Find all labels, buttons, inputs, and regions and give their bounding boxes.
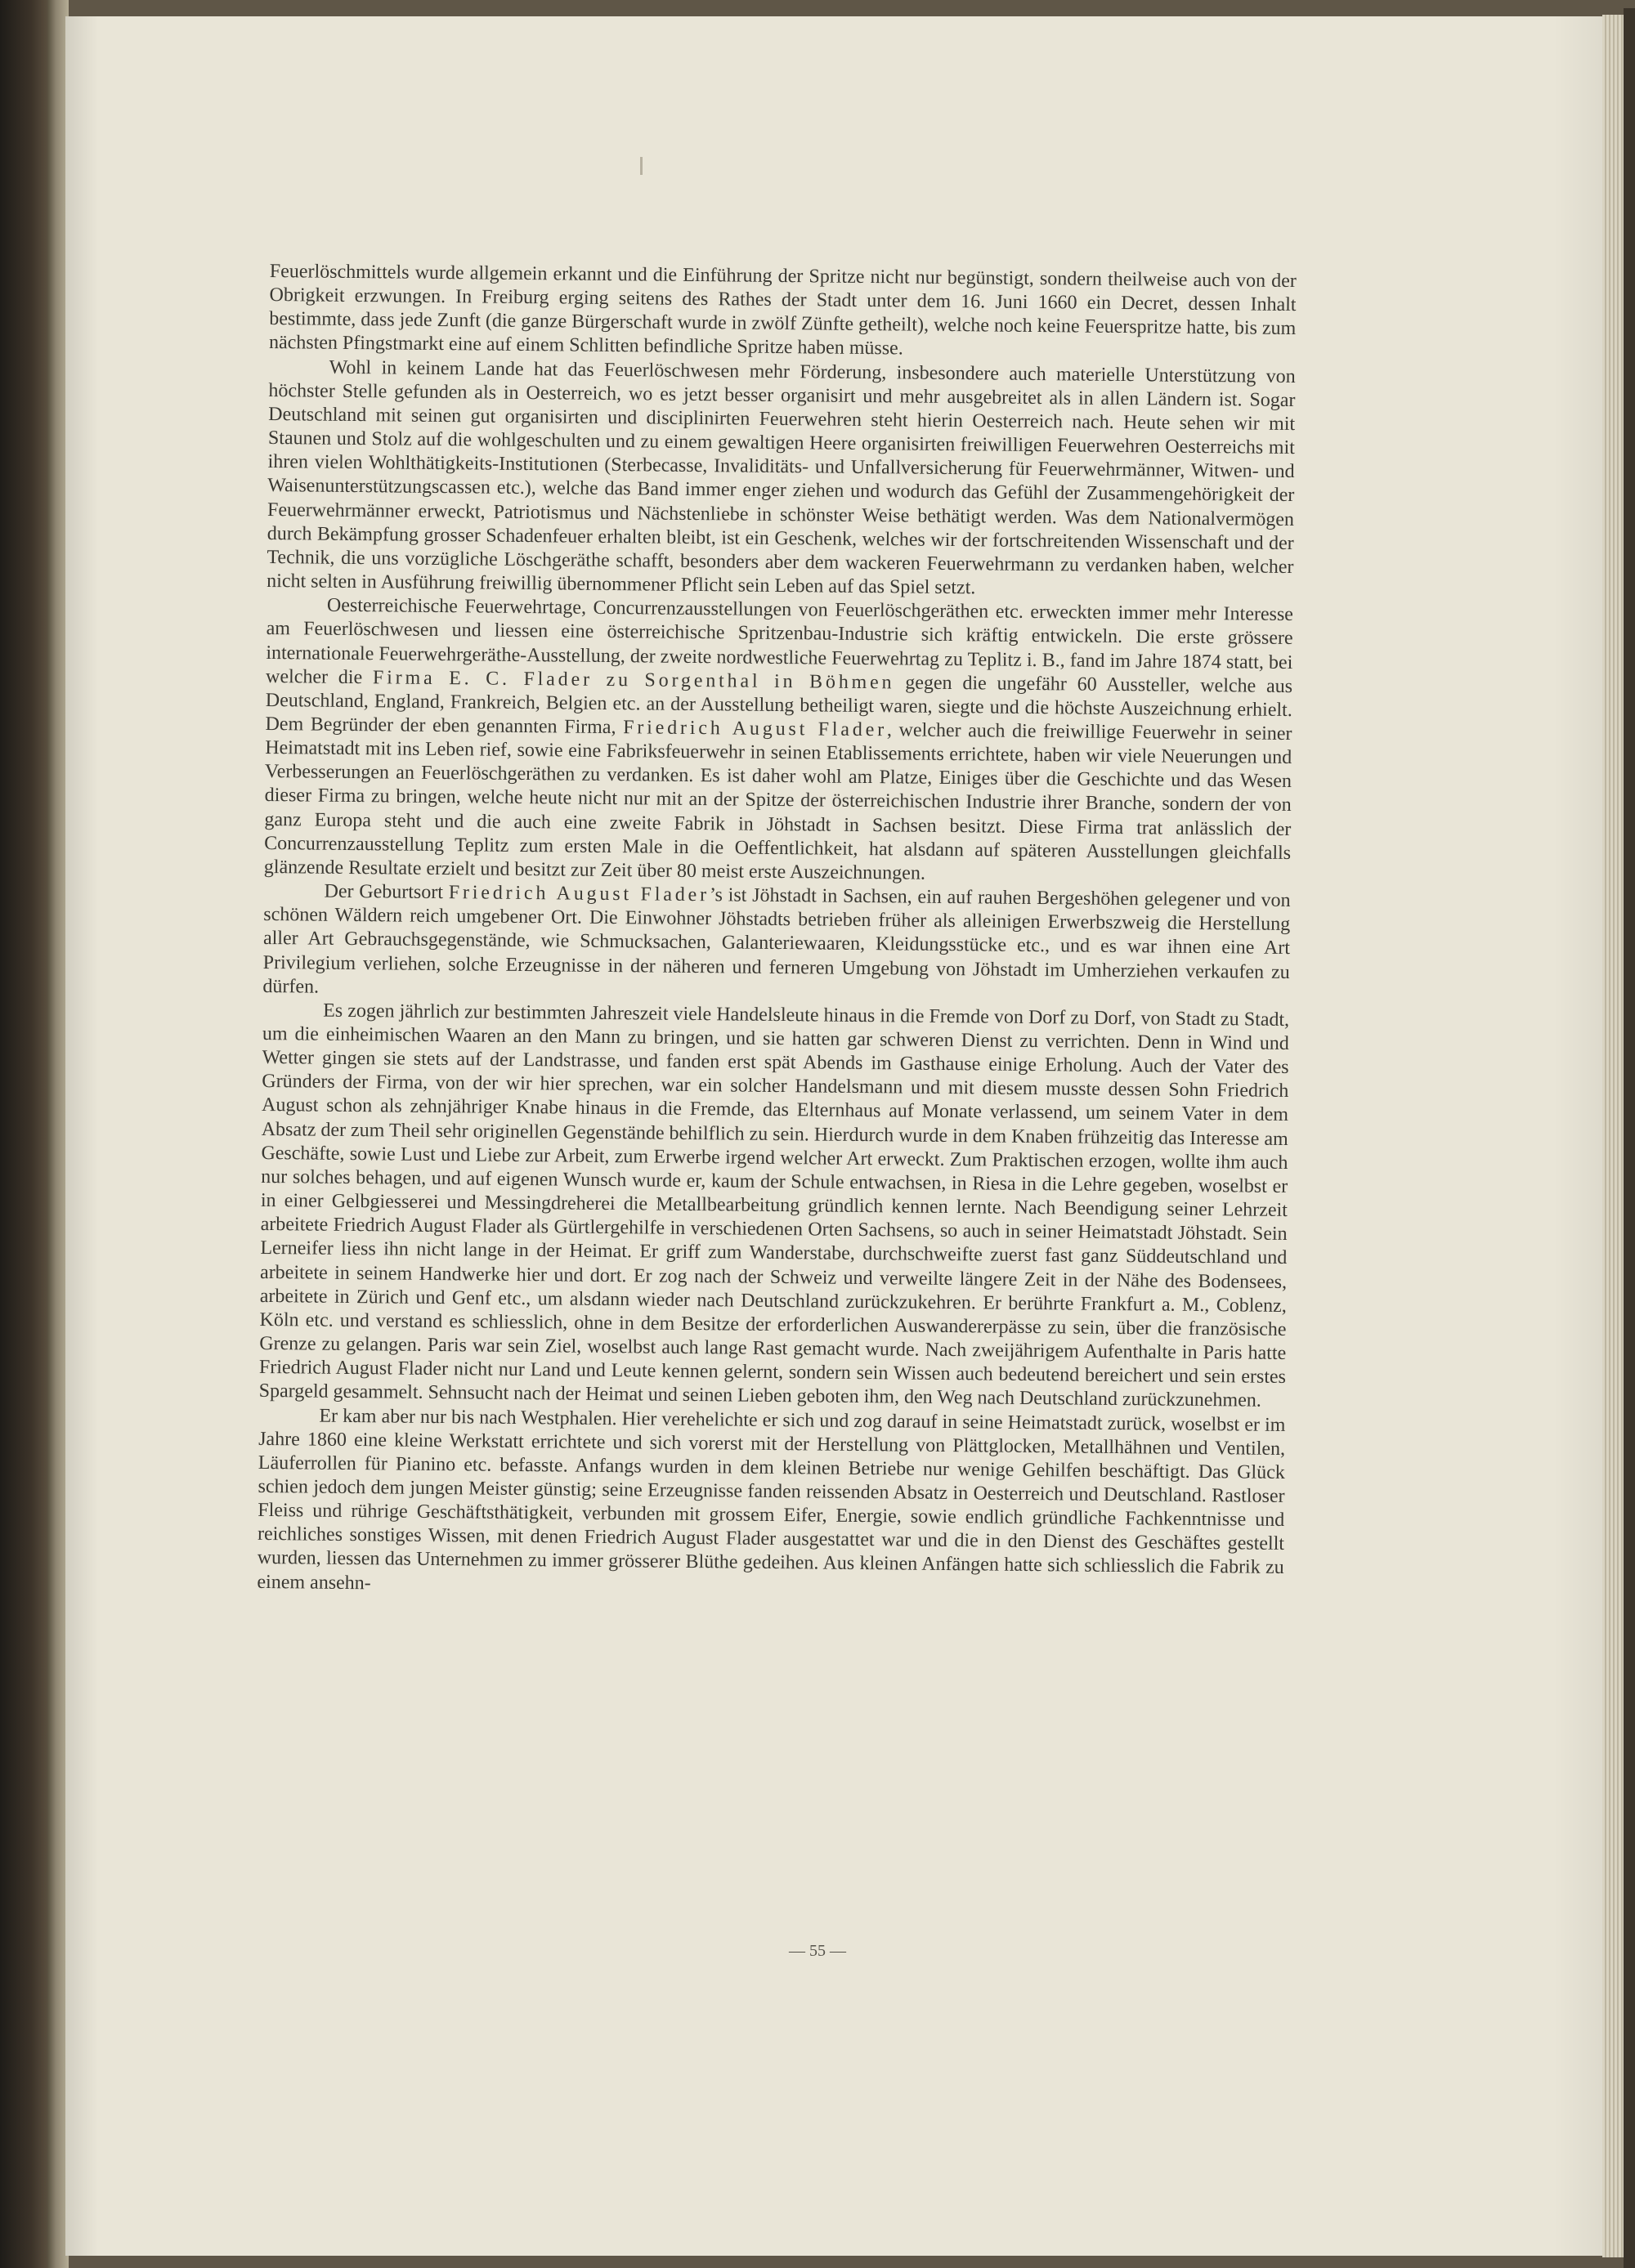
founder-name-spaced-2: Friedrich August Flader (448, 882, 710, 906)
paper-mark (640, 157, 643, 175)
page-edges (1602, 15, 1625, 2257)
paragraph-4 (262, 879, 1290, 1009)
paragraph-1: Feuerlöschmittels wurde allgemein erkannt und die Einführung der Spritze nicht nur begünstigt, sondern theilweise auch von der Obrigkeit erzwungen. In Freiburg erging seitens des Rathes der Stadt unter dem 16. Juni 1660 ein Decret, dessen Inhalt bestimmte, dass jede Zunft (die ganze Bürgerschaft wurde in zwölf Zünfte getheilt), welche noch keine Feuerspritze hatte, bis zum nächsten Pfingstmarkt eine auf einem Schlitten befindliche Spritze haben müsse. (268, 260, 1297, 360)
paragraph-4-part-1: Der Geburtsort (324, 880, 449, 904)
page-number: — 55 — (789, 1942, 846, 1960)
paragraph-2: Wohl in keinem Lande hat das Feuerlöschwesen mehr Förderung, insbesondere auch materielle Unterstützung von höchster Stelle gefunden als in Oesterreich, wo es jetzt besser organisirt und mehr ausgebreitet als in allen Ländern ist. Sogar Deutschland mit seinen gut organisirten und disciplinirten Feuerwehren steht hierin Oesterreich nach. Heute sehen wir mit Staunen und Stolz auf die wohlgeschulten und zu einem gewaltigen Heere organisirten freiwilligen Feuerwehren Oesterreichs mit ihren vielen Wohlthätigkeits-Institutionen (Sterbecasse, Invaliditäts- und Unfallversicherung für Feuerwehrmänner, Witwen- und Waisenunterstützungscassen etc.), welche das Band immer enger ziehen und wodurch das Gefühl der Zusammengehörigkeit der Feuerwehrmänner erweckt, Patriotismus und Nächstenliebe in schönster Weise bethätigt werden. Was dem Nationalvermögen durch Bekämpfung grosser Schadenfeuer erhalten bleibt, ist ein Geschenk, welches wir der fortschreitenden Wissenschaft und der Technik, die uns vorzügliche Löschgeräthe schafft, besonders aber dem wackeren Feuerwehrmann zu verdanken haben, welcher nicht selten in Ausführung freiwillig übernommener Pflicht sein Leben auf das Spiel setzt. (267, 356, 1296, 599)
paragraph-4-part-3: ’s ist Jöhstadt in Sachsen, ein auf rauhen Bergeshöhen gelegener und von schönen Wäldern reich umgebener Ort. Die Einwohner Jöhstadts betrieben früher als alleinigen Erwerbszweig die Herstellung aller Art Gebrauchsgegenstände, wie Schmucksachen, Galanteriewaaren, Kleidungsstücke etc., und es war ihnen eine Art Privilegium verliehen, solche Erzeugnisse in der näheren und ferneren Umgebung von Jöhstadt im Umherziehen verkaufen zu dürfen. (262, 884, 1291, 998)
body-text (257, 260, 1297, 1604)
paragraph-3-part-3: gegen die ungefähr 60 Aussteller, welche aus Deutschland, England, Frankreich, Belgien etc. an der Ausstellung betheiligt waren, siegte und die höchste Auszeichnung erhielt. Dem Begründer der eben genannten Firma, (265, 672, 1293, 739)
paragraph-3-part-5: , welcher auch die freiwillige Feuerwehr in seiner Heimatstadt mit ins Leben rief, sowie eine Fabriksfeuerwehr in seinen Etablissements errichtete, haben wir viele Neuerungen und Verbesserungen an Feuerlöschgeräthen zu verdanken. Es ist daher wohl am Platze, Einiges über die Geschichte und das Wesen dieser Firma zu bringen, welche heute nicht nur mit an der Spitze der österreichischen Industrie ihrer Branche, sondern der von ganz Europa steht und die auch eine zweite Fabrik in Jöhstadt in Sachsen besitzt. Diese Firma trat anlässlich der Concurrenzausstellung Teplitz zum ersten Male in die Oeffentlichkeit, hat alsdann auf späteren Ausstellungen gleichfalls glänzende Resultate erzielt und besitzt zur Zeit über 80 meist erste Auszeichnungen. (263, 719, 1292, 884)
firm-name-spaced: Firma E. C. Flader zu Sorgenthal in Böhmen (372, 666, 895, 694)
paragraph-3-part-1: Oesterreichische Feuerwehrtage, Concurrenzausstellungen von Feuerlöschgeräthen etc. erweckten immer mehr Interesse am Feuerlöschwesen und liessen eine österreichische Spritzenbau-Industrie sich kräftig entwickeln. Die erste grössere internationale Feuerwehrgeräthe-Ausstellung, der zweite nordwestliche Feuerwehrtag zu Teplitz i. B., fand im Jahre 1874 statt, bei welcher die (265, 594, 1294, 688)
scan-background-right (1624, 8, 1635, 2268)
founder-name-spaced: Friedrich August Flader (623, 717, 888, 741)
paragraph-5: Es zogen jährlich zur bestimmten Jahreszeit viele Handelsleute hinaus in die Fremde von Dorf zu Dorf, von Stadt zu Stadt, um die einheimischen Waaren an den Mann zu bringen, und sie hatten gar schweren Dienst zu verrichten. Denn in Wind und Wetter gingen sie stets auf der Landstrasse, und fanden erst spät Abends im Gasthause einige Erholung. Auch der Vater des Gründers der Firma, von der wir hier sprechen, war ein solcher Handelsmann und mit diesem musste dessen Sohn Friedrich August schon als zehnjähriger Knabe hinaus in die Fremde, das Elternhaus auf Monate verlassend, um seinem Vater in dem Absatz der zum Theil sehr originellen Gegenstände behilflich zu sein. Hierdurch wurde in dem Knaben frühzeitig das Interesse am Geschäfte, sowie Lust und Liebe zur Arbeit, zum Erwerbe irgend welcher Art erweckt. Zum Praktischen erzogen, wollte ihm auch nur solches behagen, und auf eigenen Wunsch wurde er, kaum der Schule entwachsen, in Riesa in die Lehre gegeben, woselbst er in einer Gelbgiesserei und Messingdreherei die Metallbearbeitung gründlich kennen lernte. Nach Beendigung seiner Lehrzeit arbeitete Friedrich August Flader als Gürtlergehilfe in verschiedenen Orten Sachsens, so auch in seiner Heimatstadt Jöhstadt. Sein Lerneifer liess ihn nicht lange in der Heimat. Er griff zum Wanderstabe, durchschweifte zuerst fast ganz Süddeutschland und arbeitete in seinem Handwerke hier und dort. Er zog nach der Schweiz und verweilte längere Zeit in der Nähe des Bodensees, arbeitete in Zürich und Genf etc., um alsdann wieder nach Deutschland zurückzukehren. Er berührte Frankfurt a. M., Coblenz, Köln etc. und verstand es schliesslich, ohne in dem Besitze der erforderlichen Auswandererpässe zu sein, über die französische Grenze zu gelangen. Paris war sein Ziel, woselbst auch lange Rast gemacht wurde. Nach zweijährigem Aufenthalte in Paris hatte Friedrich August Flader nicht nur Land und Leute kennen gelernt, sondern sein Wissen auch bedeutend bereichert und sein erstes Spargeld gesammelt. Sehnsucht nach der Heimat und seinen Lieben geboten ihm, den Weg nach Deutschland zurückzunehmen. (258, 1000, 1290, 1412)
paragraph-6: Er kam aber nur bis nach Westphalen. Hier verehelichte er sich und zog darauf in seine Heimatstadt zurück, woselbst er im Jahre 1860 eine kleine Werkstatt errichtete und sich vorerst mit der Herstellung von Plättglocken, Metallhähnen und Ventilen, Läuferrollen für Pianino etc. befasste. Anfangs wurden in dem kleinen Betriebe nur wenige Gehilfen beschäftigt. Das Glück schien jedoch dem jungen Meister günstig; seine Erzeugnisse fanden reissenden Absatz in Oesterreich und Deutschland. Rastloser Fleiss und rührige Geschäftsthätigkeit, verbunden mit grossem Eifer, Energie, sowie endlich gründliche Fachkenntnisse und reichliches sonstiges Wissen, mit denen Friedrich August Flader ausgestattet war und die in den Dienst des Geschäftes gestellt wurden, liessen das Unternehmen zu immer grösserer Blüthe gedeihen. Aus kleinen Anfängen hatte sich schliesslich die Fabrik zu einem ansehn- (257, 1405, 1286, 1594)
paragraph-3 (264, 593, 1293, 889)
